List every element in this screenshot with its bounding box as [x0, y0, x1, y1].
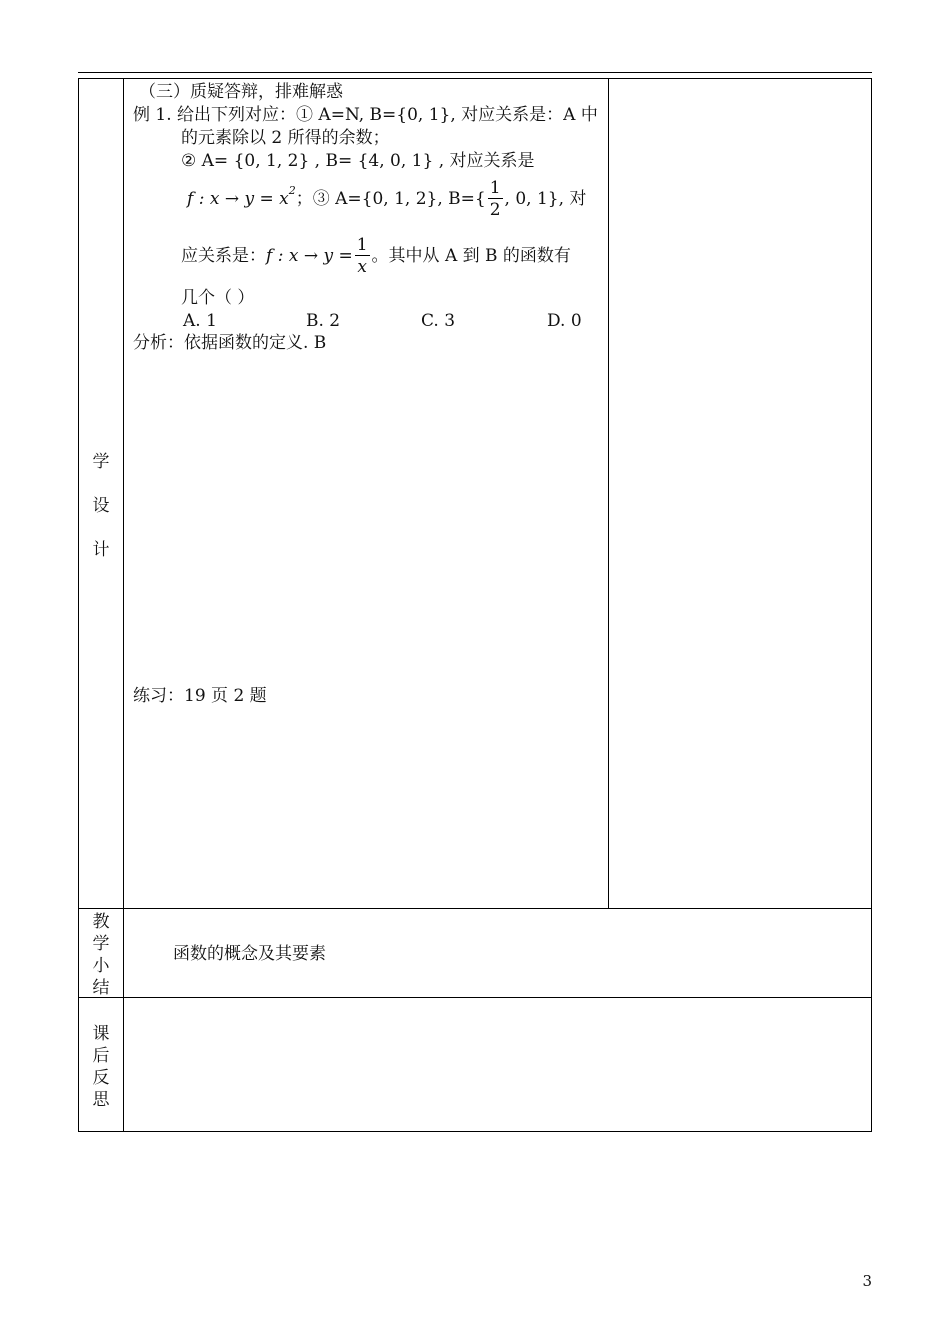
fraction-denominator: 2	[489, 199, 501, 220]
example-line-6: 几个（ ）	[181, 288, 255, 308]
example-line-4	[187, 174, 586, 224]
fraction-numerator: 1	[489, 177, 501, 198]
example-line-3: ② A= {0, 1, 2} , B= {4, 0, 1} , 对应关系是	[181, 151, 535, 171]
summary-label: 教 学 小 结	[92, 912, 110, 998]
fraction-one-over-x	[355, 235, 370, 278]
example-line-5	[181, 231, 571, 281]
option-c: C. 3	[421, 311, 456, 331]
lesson-table	[78, 78, 872, 1132]
row-divider-2	[79, 997, 871, 998]
option-d: D. 0	[547, 311, 582, 331]
section-heading: （三）质疑答辩，排难解惑	[139, 82, 343, 102]
analysis-text: 分析：依据函数的定义. B	[133, 333, 327, 353]
design-content	[133, 81, 603, 901]
option-a: A. 1	[183, 311, 217, 331]
example-line-5-prefix: 应关系是：	[181, 246, 266, 266]
example-line-2: 的元素除以 2 所得的余数；	[181, 128, 390, 148]
fraction-one-half	[488, 178, 503, 221]
row-divider-1	[79, 908, 871, 909]
mapping-formula-2: f : x → y =	[266, 246, 353, 266]
exercise-text: 练习：19 页 2 题	[133, 686, 267, 706]
label-column-divider	[123, 79, 124, 1131]
page-number: 3	[862, 1272, 872, 1290]
design-label: 学 设 计	[92, 452, 110, 560]
option-b: B. 2	[306, 311, 341, 331]
notes-column-divider	[608, 79, 609, 909]
header-rule	[78, 72, 872, 73]
example-line-1: 例 1. 给出下列对应：① A=N, B={0, 1}, 对应关系是：A 中	[133, 105, 598, 125]
fraction-denominator: x	[357, 256, 367, 277]
exponent: 2	[288, 184, 296, 197]
reflection-label: 课 后 反 思	[92, 1024, 110, 1110]
example-line-4-text-b: , 0, 1}, 对	[504, 189, 587, 209]
fraction-numerator: 1	[356, 234, 368, 255]
example-line-5-suffix: 。其中从 A 到 B 的函数有	[371, 246, 571, 266]
summary-content: 函数的概念及其要素	[173, 944, 326, 964]
example-line-4-text-a: ；③ A={0, 1, 2}, B={	[295, 189, 486, 209]
mapping-formula-1: f : x → y = x	[187, 189, 289, 209]
